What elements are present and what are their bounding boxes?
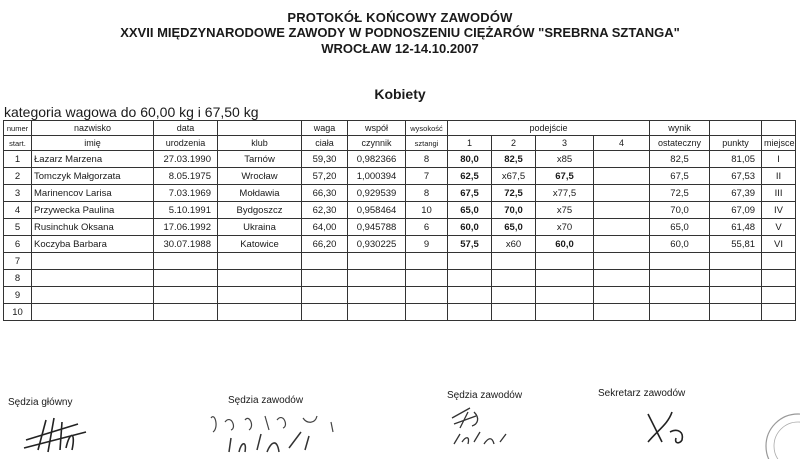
cell-coefficient: 1,000394 (348, 168, 406, 185)
cell-place: IV (762, 202, 796, 219)
cell-birth-date: 5.10.1991 (154, 202, 218, 219)
cell-final-result (650, 253, 710, 270)
cell-bar-height (406, 253, 448, 270)
cell-body-weight (302, 304, 348, 321)
cell-attempt-2: 70,0 (492, 202, 536, 219)
table-row (4, 202, 796, 219)
col-czynnik: czynnik (348, 136, 406, 151)
cell-name (32, 270, 154, 287)
cell-coefficient: 0,945788 (348, 219, 406, 236)
cell-body-weight: 62,30 (302, 202, 348, 219)
cell-final-result: 72,5 (650, 185, 710, 202)
cell-name: Łazarz Marzena (32, 151, 154, 168)
col-klub-top (218, 121, 302, 136)
cell-final-result: 67,5 (650, 168, 710, 185)
cell-points (710, 304, 762, 321)
table-row (4, 168, 796, 185)
cell-start-number: 10 (4, 304, 32, 321)
cell-bar-height: 9 (406, 236, 448, 253)
cell-attempt-2: 72,5 (492, 185, 536, 202)
cell-start-number: 7 (4, 253, 32, 270)
col-attempt-4: 4 (594, 136, 650, 151)
cell-start-number: 8 (4, 270, 32, 287)
cell-attempt-1 (448, 304, 492, 321)
cell-coefficient (348, 270, 406, 287)
cell-attempt-2 (492, 304, 536, 321)
cell-final-result (650, 304, 710, 321)
col-miejsce: miejsce (762, 136, 796, 151)
cell-attempt-4 (594, 185, 650, 202)
cell-club (218, 287, 302, 304)
cell-body-weight: 57,20 (302, 168, 348, 185)
cell-body-weight (302, 253, 348, 270)
col-start: start. (4, 136, 32, 151)
cell-attempt-4 (594, 151, 650, 168)
cell-body-weight (302, 287, 348, 304)
secretary-signature (640, 402, 700, 448)
cell-body-weight: 66,30 (302, 185, 348, 202)
table-row (4, 304, 796, 321)
cell-bar-height (406, 304, 448, 321)
table-row (4, 253, 796, 270)
cell-start-number: 6 (4, 236, 32, 253)
cell-attempt-4 (594, 270, 650, 287)
cell-name (32, 287, 154, 304)
cell-points: 67,39 (710, 185, 762, 202)
cell-attempt-1: 57,5 (448, 236, 492, 253)
cell-bar-height (406, 287, 448, 304)
section-subtitle: Kobiety (374, 86, 426, 102)
cell-club: Ukraina (218, 219, 302, 236)
cell-points: 67,09 (710, 202, 762, 219)
table-row (4, 219, 796, 236)
cell-start-number: 2 (4, 168, 32, 185)
cell-club (218, 304, 302, 321)
cell-body-weight: 64,00 (302, 219, 348, 236)
cell-birth-date: 8.05.1975 (154, 168, 218, 185)
cell-attempt-3 (536, 304, 594, 321)
col-attempt-2: 2 (492, 136, 536, 151)
main-judge-label: Sędzia główny (8, 397, 73, 408)
cell-start-number: 4 (4, 202, 32, 219)
cell-attempt-1: 65,0 (448, 202, 492, 219)
cell-club: Mołdawia (218, 185, 302, 202)
col-punkty-top (710, 121, 762, 136)
cell-body-weight (302, 270, 348, 287)
cell-attempt-1: 67,5 (448, 185, 492, 202)
col-waga: waga (302, 121, 348, 136)
cell-attempt-2 (492, 287, 536, 304)
table-row (4, 287, 796, 304)
cell-body-weight: 66,20 (302, 236, 348, 253)
cell-attempt-2: 82,5 (492, 151, 536, 168)
cell-attempt-2 (492, 270, 536, 287)
cell-name: Przywecka Paulina (32, 202, 154, 219)
cell-attempt-1: 80,0 (448, 151, 492, 168)
cell-attempt-3 (536, 287, 594, 304)
cell-club: Wrocław (218, 168, 302, 185)
cell-birth-date (154, 253, 218, 270)
cell-attempt-3: x77,5 (536, 185, 594, 202)
cell-name: Marinencov Larisa (32, 185, 154, 202)
col-ciala: ciała (302, 136, 348, 151)
cell-final-result: 82,5 (650, 151, 710, 168)
cell-attempt-2: 65,0 (492, 219, 536, 236)
cell-attempt-3: x75 (536, 202, 594, 219)
cell-attempt-4 (594, 253, 650, 270)
col-podejscie: podejście (448, 121, 650, 136)
cell-attempt-2: x60 (492, 236, 536, 253)
results-table (3, 120, 796, 321)
cell-club: Tarnów (218, 151, 302, 168)
cell-place: V (762, 219, 796, 236)
cell-attempt-2 (492, 253, 536, 270)
protocol-title: PROTOKÓŁ KOŃCOWY ZAWODÓW (287, 10, 513, 25)
cell-attempt-1 (448, 287, 492, 304)
cell-place (762, 287, 796, 304)
header-row-top (4, 121, 796, 136)
col-nazwisko: nazwisko (32, 121, 154, 136)
col-wynik: wynik (650, 121, 710, 136)
cell-club: Katowice (218, 236, 302, 253)
cell-bar-height: 7 (406, 168, 448, 185)
cell-body-weight: 59,30 (302, 151, 348, 168)
col-ostateczny: ostateczny (650, 136, 710, 151)
cell-attempt-1: 60,0 (448, 219, 492, 236)
cell-attempt-4 (594, 236, 650, 253)
cell-attempt-3 (536, 253, 594, 270)
weight-category: kategoria wagowa do 60,00 kg i 67,50 kg (4, 104, 259, 120)
cell-coefficient (348, 287, 406, 304)
cell-start-number: 9 (4, 287, 32, 304)
col-wspol: współ (348, 121, 406, 136)
cell-attempt-2: x67,5 (492, 168, 536, 185)
cell-start-number: 3 (4, 185, 32, 202)
col-data: data (154, 121, 218, 136)
cell-place: III (762, 185, 796, 202)
table-row (4, 151, 796, 168)
cell-final-result: 70,0 (650, 202, 710, 219)
cell-name (32, 304, 154, 321)
cell-points (710, 287, 762, 304)
cell-club (218, 253, 302, 270)
cell-attempt-1 (448, 253, 492, 270)
cell-coefficient: 0,982366 (348, 151, 406, 168)
cell-place (762, 253, 796, 270)
cell-place: VI (762, 236, 796, 253)
cell-final-result: 65,0 (650, 219, 710, 236)
cell-final-result: 60,0 (650, 236, 710, 253)
cell-bar-height: 8 (406, 151, 448, 168)
cell-final-result (650, 270, 710, 287)
cell-attempt-1: 62,5 (448, 168, 492, 185)
table-row (4, 236, 796, 253)
col-wysokosc: wysokość (406, 121, 448, 136)
competition-place-date: WROCŁAW 12-14.10.2007 (321, 41, 479, 56)
cell-birth-date (154, 304, 218, 321)
judge-2-signature (448, 402, 528, 450)
cell-bar-height: 6 (406, 219, 448, 236)
secretary-label: Sekretarz zawodów (598, 388, 686, 399)
cell-place (762, 270, 796, 287)
cell-birth-date: 7.03.1969 (154, 185, 218, 202)
header-row-bottom (4, 136, 796, 151)
cell-attempt-3 (536, 270, 594, 287)
cell-attempt-4 (594, 287, 650, 304)
cell-points (710, 253, 762, 270)
cell-attempt-4 (594, 219, 650, 236)
cell-birth-date: 17.06.1992 (154, 219, 218, 236)
cell-points: 61,48 (710, 219, 762, 236)
cell-start-number: 1 (4, 151, 32, 168)
cell-place: I (762, 151, 796, 168)
cell-club (218, 270, 302, 287)
cell-coefficient (348, 253, 406, 270)
cell-bar-height (406, 270, 448, 287)
cell-attempt-4 (594, 202, 650, 219)
cell-bar-height: 8 (406, 185, 448, 202)
cell-coefficient: 0,929539 (348, 185, 406, 202)
col-imie: imię (32, 136, 154, 151)
cell-attempt-3: x85 (536, 151, 594, 168)
cell-attempt-1 (448, 270, 492, 287)
judge-1-label: Sędzia zawodów (228, 395, 304, 406)
col-attempt-3: 3 (536, 136, 594, 151)
cell-birth-date (154, 270, 218, 287)
cell-club: Bydgoszcz (218, 202, 302, 219)
cell-attempt-3: x70 (536, 219, 594, 236)
cell-points (710, 270, 762, 287)
col-urodzenia: urodzenia (154, 136, 218, 151)
col-miejsce-top (762, 121, 796, 136)
cell-coefficient: 0,930225 (348, 236, 406, 253)
cell-attempt-3: 60,0 (536, 236, 594, 253)
cell-points: 67,53 (710, 168, 762, 185)
cell-place: II (762, 168, 796, 185)
cell-points: 81,05 (710, 151, 762, 168)
competition-name: XXVII MIĘDZYNARODOWE ZAWODY W PODNOSZENIU CIĘŻARÓW "SREBRNA SZTANGA" (120, 25, 680, 40)
col-attempt-1: 1 (448, 136, 492, 151)
cell-final-result (650, 287, 710, 304)
cell-place (762, 304, 796, 321)
cell-bar-height: 10 (406, 202, 448, 219)
cell-birth-date (154, 287, 218, 304)
cell-points: 55,81 (710, 236, 762, 253)
col-punkty: punkty (710, 136, 762, 151)
cell-attempt-3: 67,5 (536, 168, 594, 185)
cell-name: Koczyba Barbara (32, 236, 154, 253)
cell-coefficient: 0,958464 (348, 202, 406, 219)
col-sztangi: sztangi (406, 136, 448, 151)
cell-name: Tomczyk Małgorzata (32, 168, 154, 185)
cell-attempt-4 (594, 304, 650, 321)
cell-name (32, 253, 154, 270)
cell-start-number: 5 (4, 219, 32, 236)
col-klub: klub (218, 136, 302, 151)
table-row (4, 270, 796, 287)
official-stamp (760, 400, 800, 459)
table-row (4, 185, 796, 202)
cell-attempt-4 (594, 168, 650, 185)
cell-coefficient (348, 304, 406, 321)
main-judge-signature (18, 410, 98, 455)
cell-birth-date: 30.07.1988 (154, 236, 218, 253)
col-numer: numer (4, 121, 32, 136)
cell-name: Rusinchuk Oksana (32, 219, 154, 236)
judge-2-label: Sędzia zawodów (447, 390, 523, 401)
cell-birth-date: 27.03.1990 (154, 151, 218, 168)
judge-1-signature (205, 408, 355, 458)
